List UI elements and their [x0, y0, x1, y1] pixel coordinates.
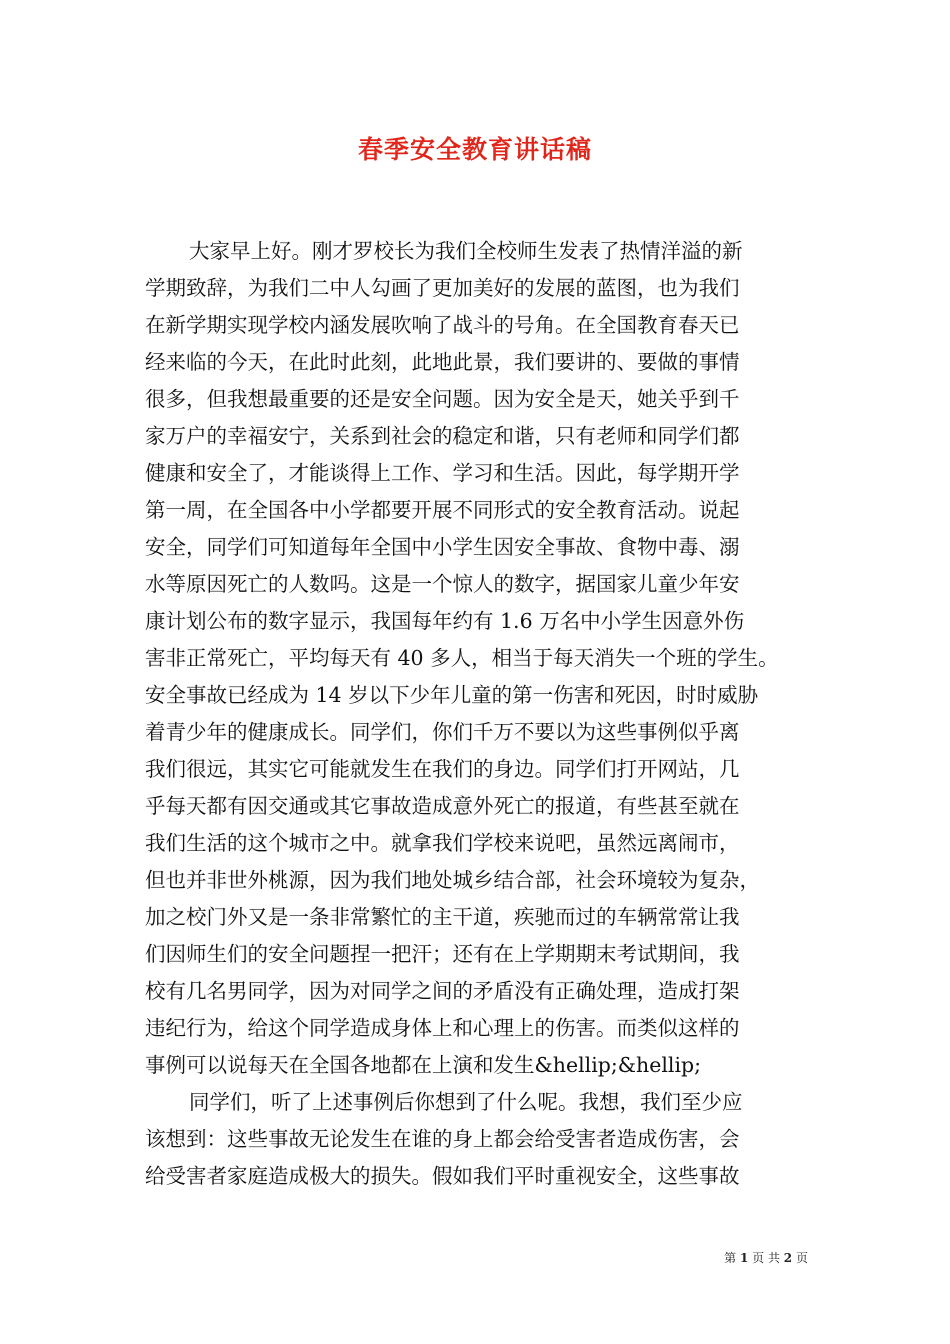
paragraph-line: 给受害者家庭造成极大的损失。假如我们平时重视安全，这些事故: [145, 1164, 740, 1188]
paragraph-line: 害非正常死亡，平均每天有 40 多人，相当于每天消失一个班的学生。: [145, 646, 779, 670]
footer-middle: 页 共: [752, 1251, 780, 1265]
paragraph-line: 校有几名男同学，因为对同学之间的矛盾没有正确处理，造成打架: [145, 979, 740, 1003]
paragraph-line: 该想到：这些事故无论发生在谁的身上都会给受害者造成伤害，会: [145, 1127, 740, 1151]
paragraph-line: 乎每天都有因交通或其它事故造成意外死亡的报道，有些甚至就在: [145, 794, 740, 818]
paragraph-line: 但也并非世外桃源，因为我们地处城乡结合部，社会环境较为复杂，: [145, 868, 760, 892]
paragraph-line: 我们生活的这个城市之中。就拿我们学校来说吧，虽然远离闹市，: [145, 831, 740, 855]
paragraph-line: 家万户的幸福安宁，关系到社会的稳定和谐，只有老师和同学们都: [145, 424, 740, 448]
document-title: 春季安全教育讲话稿: [357, 135, 592, 164]
footer-current-page: 1: [739, 1251, 749, 1265]
paragraph-line: 第一周，在全国各中小学都要开展不同形式的安全教育活动。说起: [145, 498, 740, 522]
paragraph-line: 在新学期实现学校内涵发展吹响了战斗的号角。在全国教育春天已: [145, 313, 740, 337]
footer-prefix: 第: [724, 1251, 737, 1265]
page-footer: [0, 1248, 808, 1268]
paragraph-line: 安全事故已经成为 14 岁以下少年儿童的第一伤害和死因，时时威胁: [145, 683, 759, 707]
paragraph-line: 违纪行为，给这个同学造成身体上和心理上的伤害。而类似这样的: [145, 1016, 740, 1040]
footer-total-pages: 2: [783, 1251, 793, 1265]
paragraph-line: 很多，但我想最重要的还是安全问题。因为安全是天，她关乎到千: [145, 387, 740, 411]
paragraph-line: 水等原因死亡的人数吗。这是一个惊人的数字，据国家儿童少年安: [145, 572, 740, 596]
paragraph-line: 着青少年的健康成长。同学们，你们千万不要以为这些事例似乎离: [145, 720, 740, 744]
paragraph-line: 加之校门外又是一条非常繁忙的主干道，疾驰而过的车辆常常让我: [145, 905, 740, 929]
paragraph-line: 安全，同学们可知道每年全国中小学生因安全事故、食物中毒、溺: [145, 535, 740, 559]
footer-suffix: 页: [795, 1251, 808, 1265]
paragraph-line: 康计划公布的数字显示，我国每年约有 1.6 万名中小学生因意外伤: [145, 609, 745, 633]
paragraph-line: 我们很远，其实它可能就发生在我们的身边。同学们打开网站，几: [145, 757, 740, 781]
paragraph-line: 同学们，听了上述事例后你想到了什么呢。我想，我们至少应: [189, 1090, 743, 1114]
paragraph-line: 健康和安全了，才能谈得上工作、学习和生活。因此，每学期开学: [145, 461, 740, 485]
document-body: [145, 233, 825, 1195]
paragraph-line: 学期致辞，为我们二中人勾画了更加美好的发展的蓝图，也为我们: [145, 276, 740, 300]
paragraph-line: 们因师生们的安全问题捏一把汗；还有在上学期期末考试期间，我: [145, 942, 740, 966]
paragraph-line: 事例可以说每天在全国各地都在上演和发生&hellip;&hellip;: [145, 1053, 702, 1077]
paragraph-line: 大家早上好。刚才罗校长为我们全校师生发表了热情洋溢的新: [189, 239, 743, 263]
paragraph-line: 经来临的今天，在此时此刻，此地此景，我们要讲的、要做的事情: [145, 350, 740, 374]
